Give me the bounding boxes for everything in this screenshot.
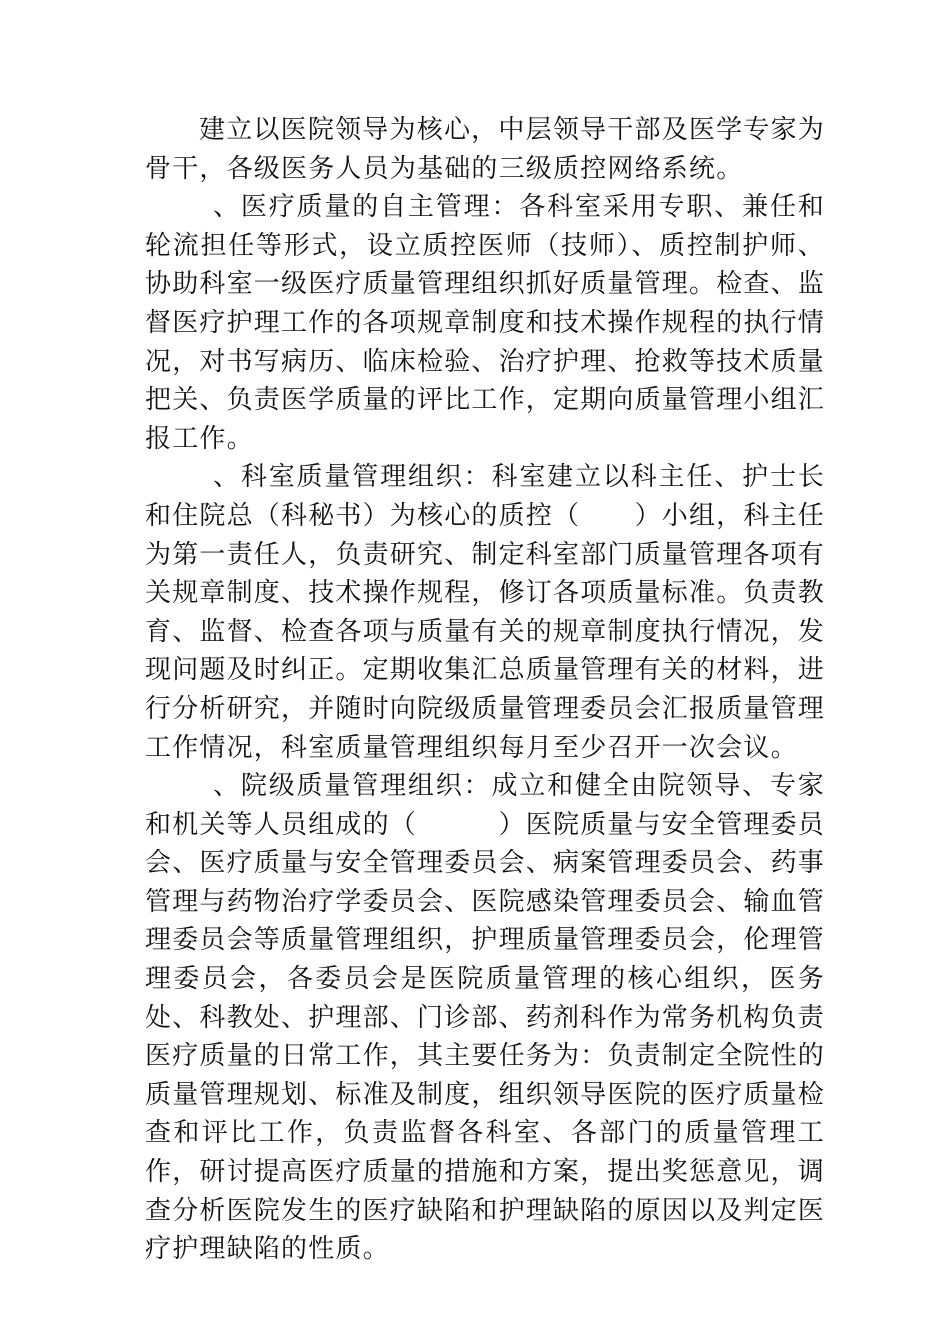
paragraph-self-management: 、医疗质量的自主管理：各科室采用专职、兼任和轮流担任等形式，设立质控医师（技师）、质控制护师、协助科室一级医疗质量管理组织抓好质量管理。检查、监督医疗护理工作的各项规章制度和技术操作规程的执行情况，对书写病历、临床检验、治疗护理、抢救等技术质量把关、负责医学质量的评比工作，定期向质量管理小组汇报工作。 <box>145 192 826 454</box>
paragraph-department-organization: 、科室质量管理组织：科室建立以科主任、护士长和住院总（科秘书）为核心的质控（ ）小组，科主任为第一责任人，负责研究、制定科室部门质量管理各项有关规章制度、技术操作规程，修订各项质量标准。负责教育、监督、检查各项与质量有关的规章制度执行情况，发现问题及时纠正。定期收集汇总质量管理有关的材料，进行分析研究，并随时向院级质量管理委员会汇报质量管理工作情况，科室质量管理组织每月至少召开一次会议。 <box>145 462 826 763</box>
paragraph-network-system: 建立以医院领导为核心，中层领导干部及医学专家为骨干，各级医务人员为基础的三级质控网络系统。 <box>145 115 825 184</box>
document-body <box>145 111 825 1269</box>
paragraph-hospital-organization: 、院级质量管理组织：成立和健全由院领导、专家和机关等人员组成的（ ）医院质量与安全管理委员会、医疗质量与安全管理委员会、病案管理委员会、药事管理与药物治疗学委员会、医院感染管理委员会、输血管理委员会等质量管理组织，护理质量管理委员会，伦理管理委员会，各委员会是医院质量管理的核心组织，医务处、科教处、护理部、门诊部、药剂科作为常务机构负责医疗质量的日常工作，其主要任务为：负责制定全院性的质量管理规划、标准及制度，组织领导医院的医疗质量检查和评比工作，负责监督各科室、各部门的质量管理工作，研讨提高医疗质量的措施和方案，提出奖惩意见，调查分析医院发生的医疗缺陷和护理缺陷的原因以及判定医疗护理缺陷的性质。 <box>145 771 826 1265</box>
